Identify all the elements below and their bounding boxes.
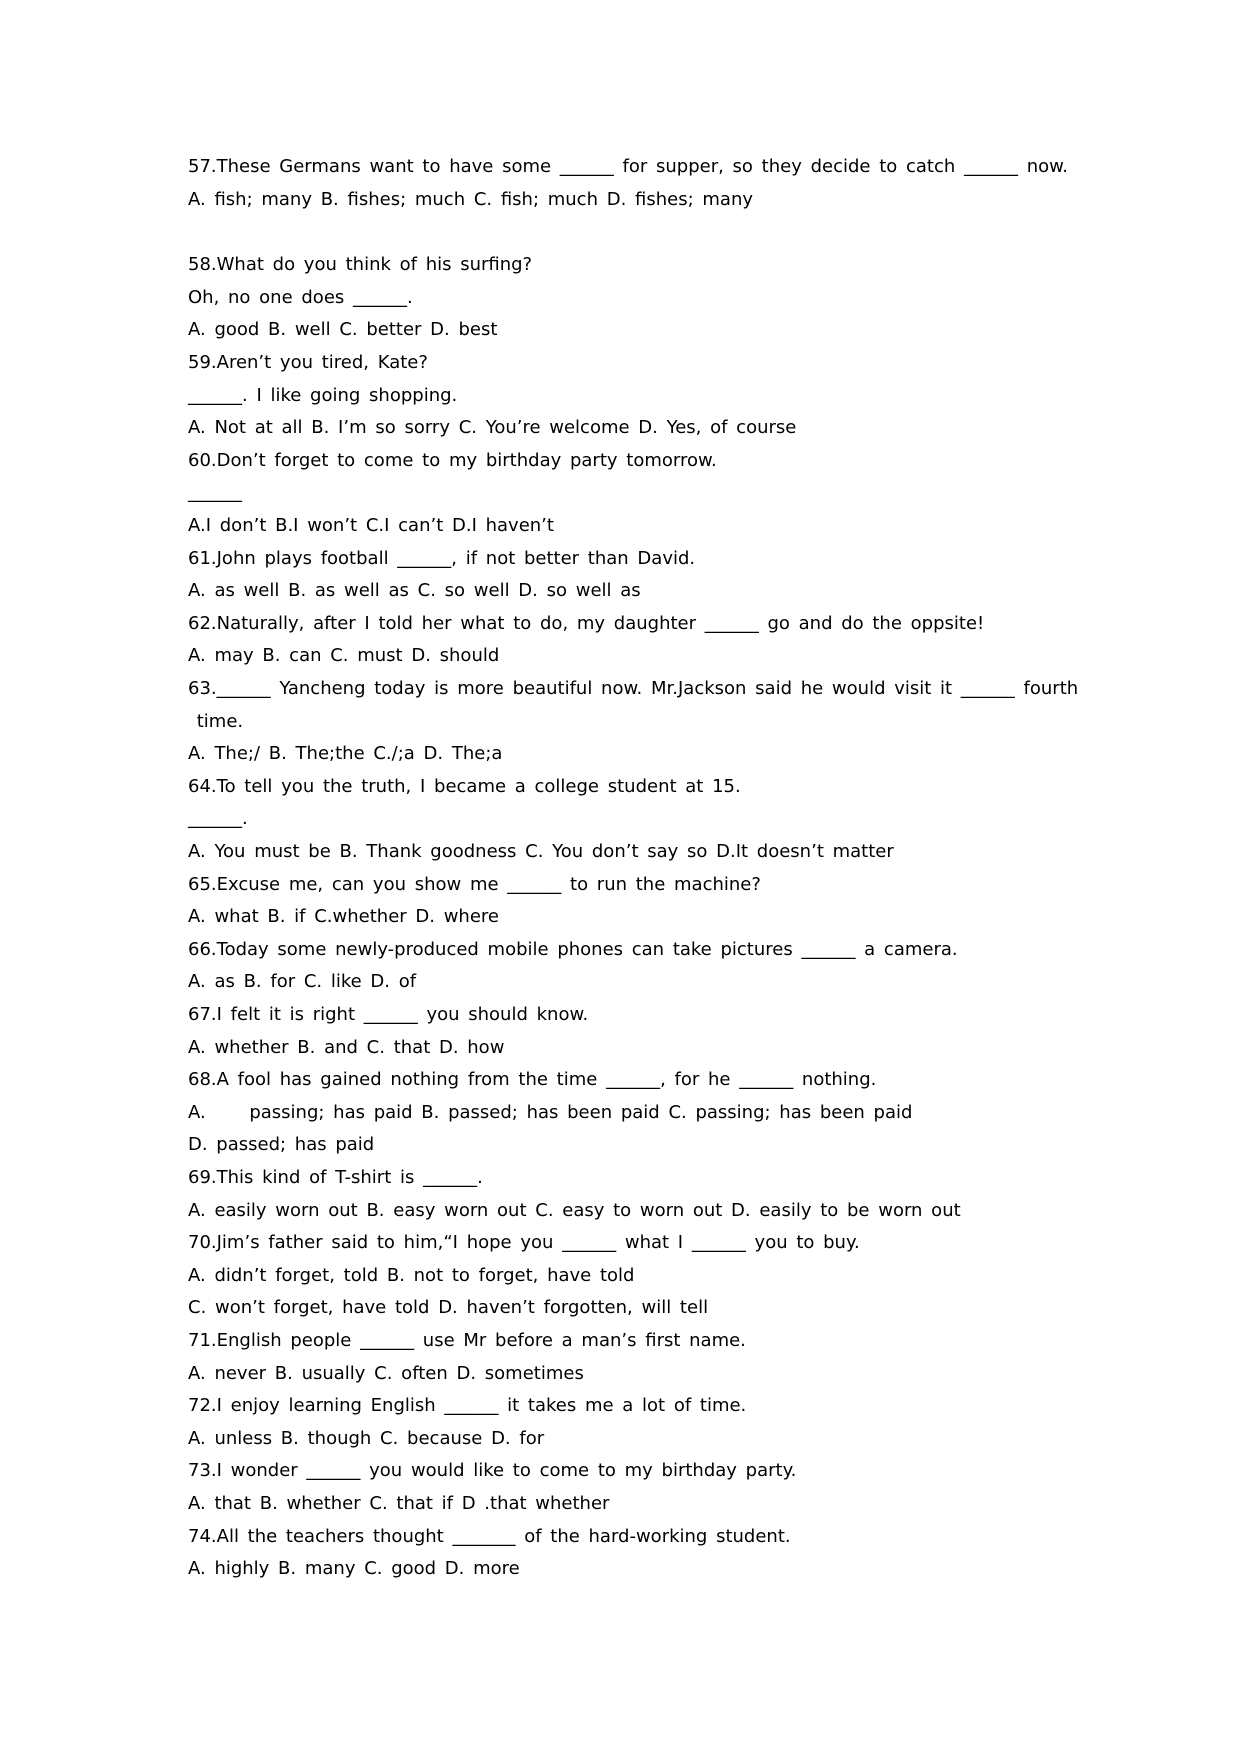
options-67: A. whether B. and C. that D. how: [188, 1037, 505, 1058]
question-59: 59.Aren’t you tired, Kate?: [188, 352, 428, 373]
question-62: 62.Naturally, after I told her what to do, my daughter ______ go and do the oppsite!: [188, 613, 985, 634]
question-61: 61.John plays football ______, if not better than David.: [188, 548, 696, 569]
options-70: A. didn’t forget, told B. not to forget, have told: [188, 1265, 635, 1286]
options-74: A. highly B. many C. good D. more: [188, 1558, 520, 1579]
options-69: A. easily worn out B. easy worn out C. easy to worn out D. easily to be worn out: [188, 1200, 961, 1221]
question-60: 60.Don’t forget to come to my birthday party tomorrow.: [188, 450, 717, 471]
options-72: A. unless B. though C. because D. for: [188, 1428, 545, 1449]
question-71: 71.English people ______ use Mr before a man’s first name.: [188, 1330, 746, 1351]
question-70: 70.Jim’s father said to him,“I hope you ______ what I ______ you to buy.: [188, 1232, 860, 1253]
question-67: 67.I felt it is right ______ you should know.: [188, 1004, 589, 1025]
question-58: 58.What do you think of his surfing?: [188, 254, 533, 275]
options-64: A. You must be B. Thank goodness C. You don’t say so D.It doesn’t matter: [188, 841, 894, 862]
question-74: 74.All the teachers thought _______ of the hard-working student.: [188, 1526, 791, 1547]
options-68: A. passing; has paid B. passed; has been paid C. passing; has been paid: [188, 1102, 913, 1123]
question-63: 63.______ Yancheng today is more beautiful now. Mr.Jackson said he would visit it ______ fourth: [188, 678, 1079, 699]
question-59-response: ______. I like going shopping.: [188, 385, 458, 406]
options-70-continued: C. won’t forget, have told D. haven’t forgotten, will tell: [188, 1297, 709, 1318]
options-62: A. may B. can C. must D. should: [188, 645, 500, 666]
options-59: A. Not at all B. I’m so sorry C. You’re welcome D. Yes, of course: [188, 417, 797, 438]
question-60-response: ______: [188, 482, 242, 503]
options-61: A. as well B. as well as C. so well D. so well as: [188, 580, 641, 601]
question-72: 72.I enjoy learning English ______ it takes me a lot of time.: [188, 1395, 747, 1416]
options-65: A. what B. if C.whether D. where: [188, 906, 499, 927]
question-66: 66.Today some newly-produced mobile phones can take pictures ______ a camera.: [188, 939, 958, 960]
question-65: 65.Excuse me, can you show me ______ to run the machine?: [188, 874, 761, 895]
options-68-continued: D. passed; has paid: [188, 1134, 375, 1155]
options-63: A. The;/ B. The;the C./;a D. The;a: [188, 743, 503, 764]
question-57: 57.These Germans want to have some ______ for supper, so they decide to catch ______ now.: [188, 156, 1068, 177]
options-71: A. never B. usually C. often D. sometimes: [188, 1363, 584, 1384]
options-58: A. good B. well C. better D. best: [188, 319, 498, 340]
question-68: 68.A fool has gained nothing from the time ______, for he ______ nothing.: [188, 1069, 877, 1090]
question-73: 73.I wonder ______ you would like to come to my birthday party.: [188, 1460, 797, 1481]
options-73: A. that B. whether C. that if D .that whether: [188, 1493, 610, 1514]
question-64-response: ______.: [188, 808, 248, 829]
options-60: A.I don’t B.I won’t C.I can’t D.I haven’t: [188, 515, 554, 536]
question-58-response: Oh, no one does ______.: [188, 287, 413, 308]
question-69: 69.This kind of T-shirt is ______.: [188, 1167, 483, 1188]
question-63-continued: time.: [188, 711, 244, 732]
question-64: 64.To tell you the truth, I became a college student at 15.: [188, 776, 741, 797]
options-66: A. as B. for C. like D. of: [188, 971, 417, 992]
options-57: A. fish; many B. fishes; much C. fish; much D. fishes; many: [188, 189, 754, 210]
